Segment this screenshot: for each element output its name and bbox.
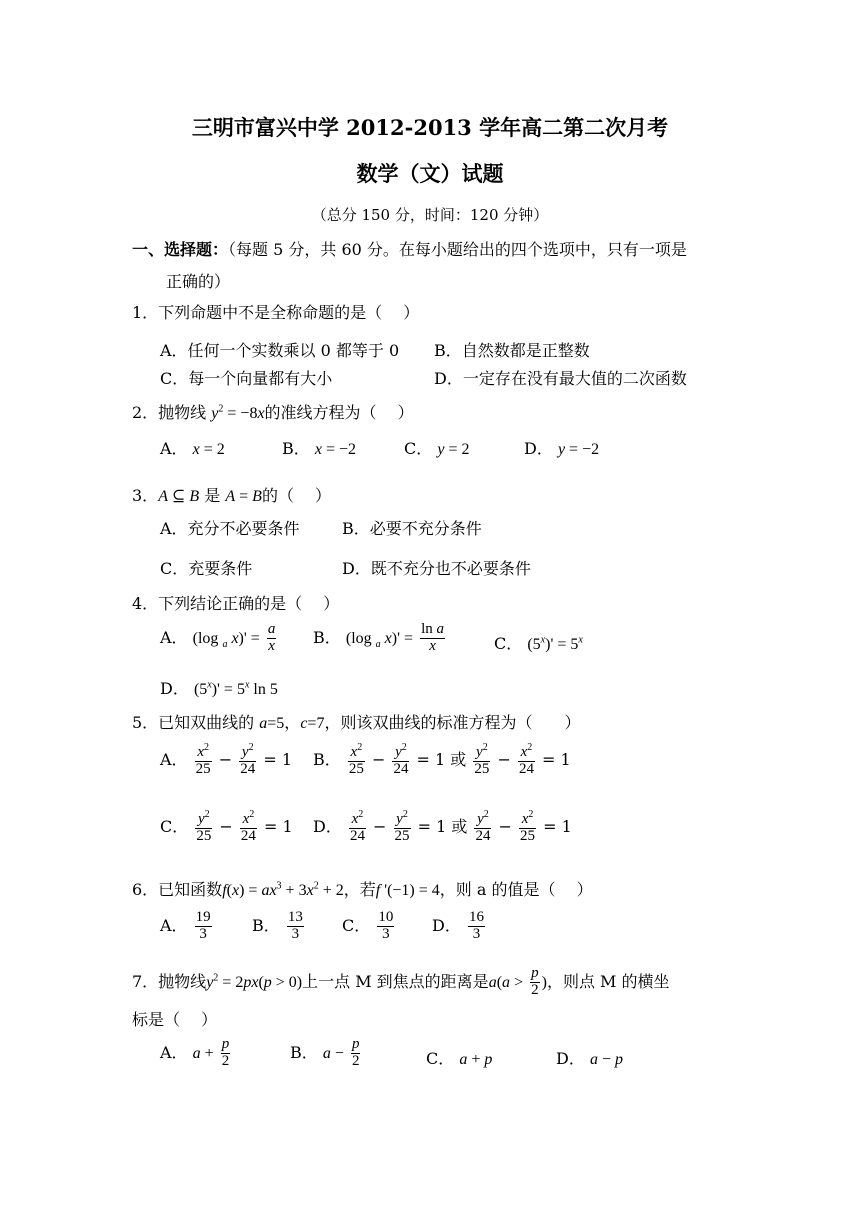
exam-info: （总分 150 分，时间：120 分钟）	[311, 206, 549, 224]
exam-subtitle: 数学（文）试题	[356, 161, 504, 186]
q1-option-b: B．自然数都是正整数	[434, 341, 590, 360]
q5-option-a: A． $\frac{x^2}{25}$ − $\frac{y^2}{24}$ = 1	[160, 742, 292, 777]
q7-option-d: D． a − p	[556, 1049, 623, 1068]
q4-option-b: B． (log $_a$ x)' = $\frac{\text{ln a}}{x}$	[313, 621, 444, 654]
q4-option-d: D． $(5^x)' = 5^x$ ln 5	[160, 679, 278, 698]
q7-stem: 7．抛物线$y^2 = 2px(p > 0)$上一点 M 到焦点的距离是a(a > $\frac{p}{2}$ )，则点 M 的横坐	[132, 965, 670, 998]
q2-option-b: B． x = −2	[282, 439, 357, 458]
q3-stem: 3．A ⊆ B 是 A = B的（ ）	[132, 486, 332, 505]
q3-option-a: A．充分不必要条件	[160, 519, 300, 538]
q1-option-d: D．一定存在没有最大值的二次函数	[434, 369, 687, 388]
q1-stem: 1．下列命题中不是全称命题的是（ ）	[132, 303, 420, 322]
q7-option-a: A． a + $\frac{p}{2}$	[160, 1036, 230, 1069]
q6-option-c: C． $\frac{10}{3}$	[342, 909, 394, 942]
q2-prefix: 2．抛物线	[132, 403, 207, 422]
q6-option-a: A． $\frac{19}{3}$	[160, 909, 211, 942]
q5-option-c: C． $\frac{y^2}{25}$ − $\frac{x^2}{24}$ = 1	[160, 809, 293, 844]
section-heading	[132, 237, 687, 260]
q6-option-d: D． $\frac{16}{3}$	[432, 909, 484, 942]
q4-option-c: C． $(5^x)' = 5^x$	[494, 634, 583, 653]
q2-equation: $y^2 = -8x$	[211, 403, 265, 422]
q2-stem	[132, 400, 414, 423]
q5-option-d: D． $\frac{x^2}{24}$ − $\frac{y^2}{25}$ = 1 或 $\frac{y^2}{24}$ − $\frac{x^2}{25}$ = 1	[313, 809, 572, 844]
q1-option-c: C．每一个向量都有大小	[160, 369, 333, 388]
section-note: （每题 5 分，共 60 分。在每小题给出的四个选项中，只有一项是	[228, 240, 687, 259]
q6-option-b: B． $\frac{13}{3}$	[252, 909, 303, 942]
section-label: 一、选择题：	[132, 240, 229, 259]
q7-option-c: C． a + p	[426, 1049, 493, 1068]
q3-option-b: B．必要不充分条件	[342, 519, 482, 538]
q1-option-a: A．任何一个实数乘以 0 都等于 0	[160, 341, 400, 360]
exam-title: 三明市富兴中学 2012-2013 学年高二第二次月考	[191, 115, 669, 140]
q5-stem: 5．已知双曲线的 a=5，c=7，则该双曲线的标准方程为（ ）	[132, 713, 581, 732]
q7-option-b: B． a − $\frac{p}{2}$	[290, 1036, 360, 1069]
q3-option-d: D．既不充分也不必要条件	[342, 559, 531, 578]
q4-stem: 4．下列结论正确的是（ ）	[132, 594, 340, 613]
q2-option-d: D． y = −2	[524, 439, 600, 458]
q2-option-c: C． y = 2	[404, 439, 470, 458]
q7-stem-line2: 标是（ ）	[132, 1010, 218, 1029]
section-note-line2: 正确的）	[166, 272, 231, 291]
q3-option-c: C．充要条件	[160, 559, 253, 578]
q6-stem: 6．已知函数$f(x) = ax^3 + 3x^2 + 2$，若f '(−1) = 4，则 a 的值是（ ）	[132, 880, 593, 899]
q5-option-b: B． $\frac{x^2}{25}$ − $\frac{y^2}{24}$ = 1 或 $\frac{y^2}{25}$ − $\frac{x^2}{24}$ = 1	[313, 742, 571, 777]
q2-suffix: 的准线方程为（ ）	[264, 403, 414, 422]
q4-option-a: A． (log $_a$ x)' = $\frac{a}{x}$	[160, 621, 276, 654]
q2-option-a: A． x = 2	[160, 439, 225, 458]
